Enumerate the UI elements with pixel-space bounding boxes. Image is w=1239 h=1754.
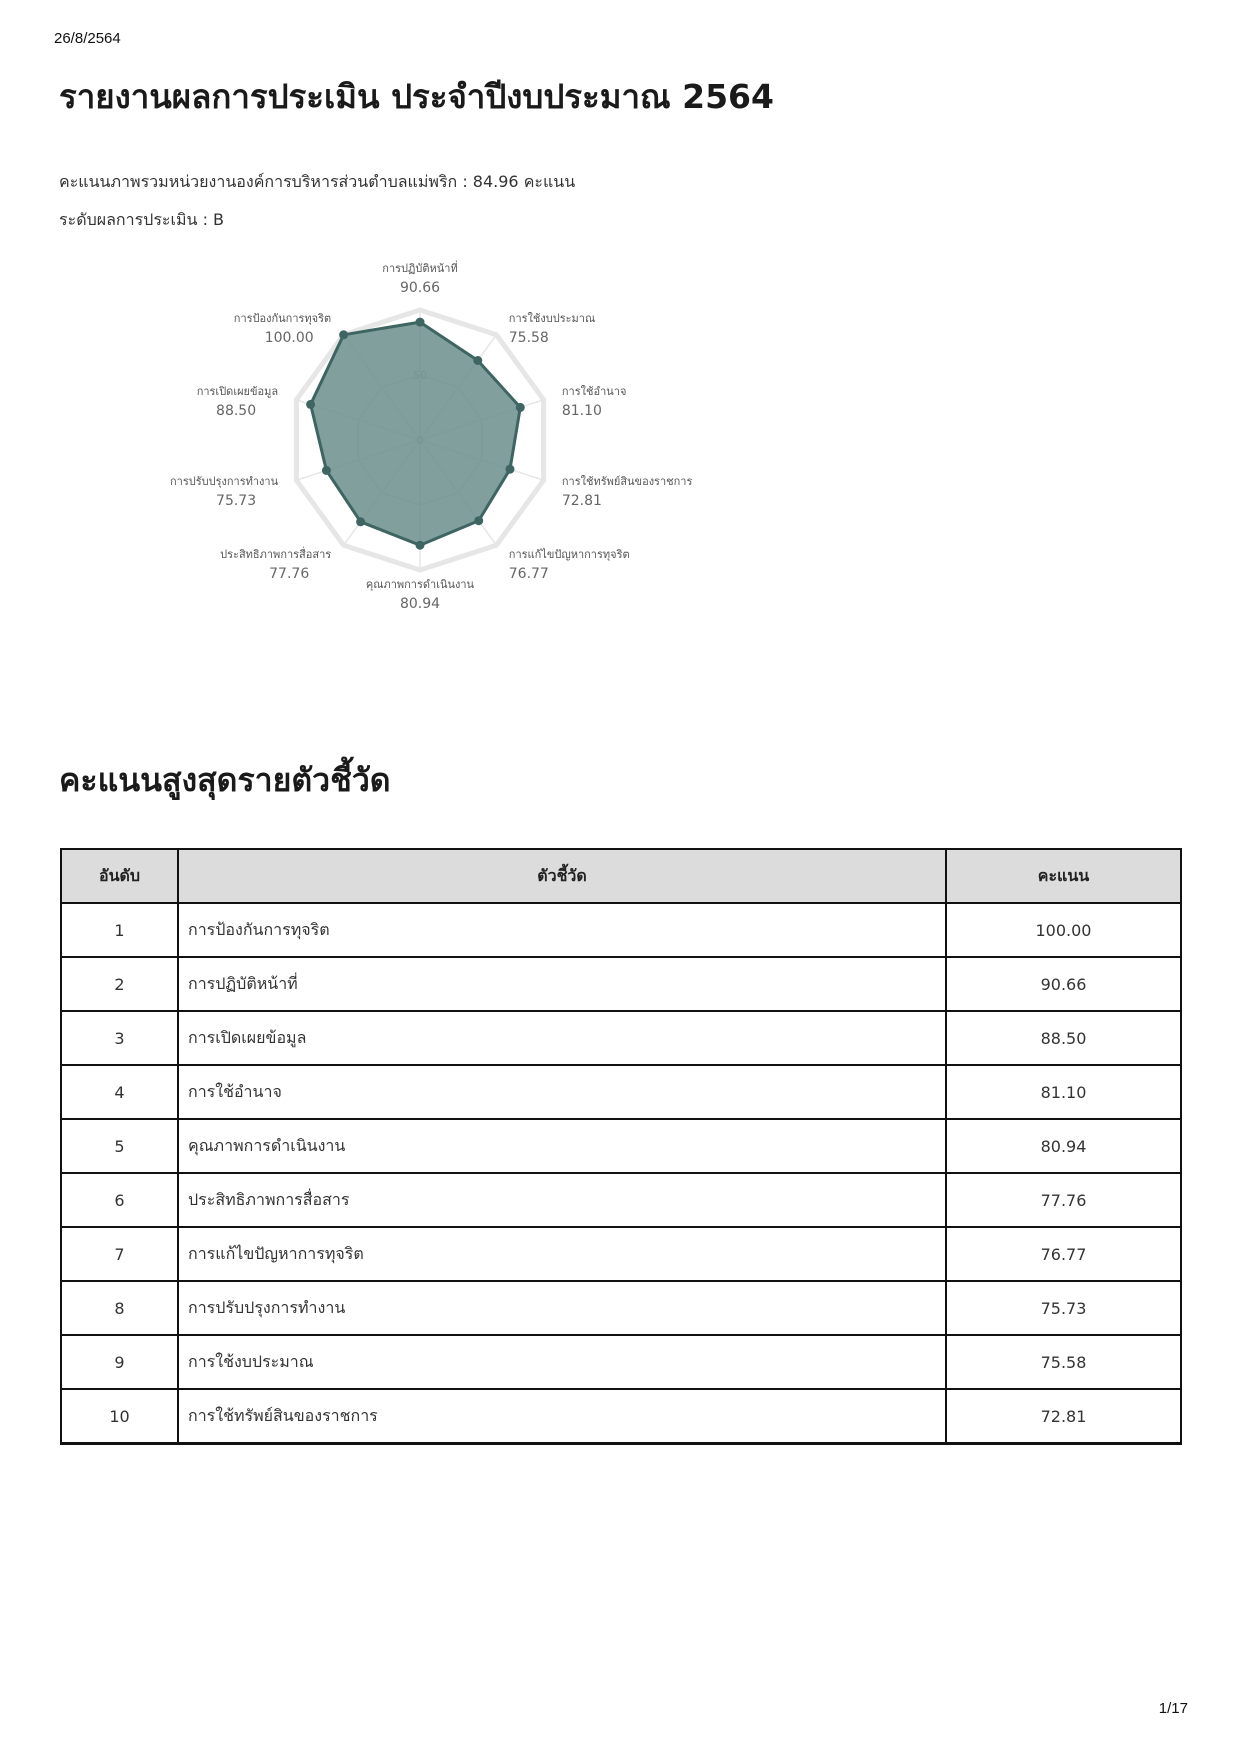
score-cell: 100.00 [946, 903, 1181, 957]
score-cell: 88.50 [946, 1011, 1181, 1065]
ranking-section-title: คะแนนสูงสุดรายตัวชี้วัด [59, 761, 391, 799]
indicator-cell: การใช้งบประมาณ [178, 1335, 946, 1389]
assessment-level-text: ระดับผลการประเมิน : B [59, 210, 225, 229]
radar-axis-label: การแก้ไขปัญหาการทุจริต [508, 548, 630, 562]
radar-data-point [516, 403, 525, 412]
score-cell: 75.58 [946, 1335, 1181, 1389]
score-cell: 75.73 [946, 1281, 1181, 1335]
rank-cell: 9 [61, 1335, 178, 1389]
indicator-cell: การป้องกันการทุจริต [178, 903, 946, 957]
column-header-rank: อันดับ [61, 849, 178, 903]
radar-axis-label: การปรับปรุงการทำงาน [169, 475, 279, 489]
score-cell: 90.66 [946, 957, 1181, 1011]
rank-cell: 1 [61, 903, 178, 957]
indicator-cell: การปรับปรุงการทำงาน [178, 1281, 946, 1335]
table-row [61, 1173, 1181, 1227]
table-row [61, 1011, 1181, 1065]
radar-value-label: 75.73 [216, 493, 257, 510]
radar-value-label: 88.50 [216, 402, 257, 419]
report-title: รายงานผลการประเมิน ประจำปีงบประมาณ 2564 [59, 77, 774, 116]
rank-cell: 7 [61, 1227, 178, 1281]
score-cell: 77.76 [946, 1173, 1181, 1227]
indicator-cell: ประสิทธิภาพการสื่อสาร [178, 1173, 946, 1227]
radar-axis-label: การเปิดเผยข้อมูล [196, 384, 279, 398]
rank-cell: 8 [61, 1281, 178, 1335]
column-header-score: คะแนน [946, 849, 1181, 903]
score-cell: 80.94 [946, 1119, 1181, 1173]
radar-value-label: 75.58 [508, 329, 549, 346]
radar-data-point [506, 465, 515, 474]
score-cell: 72.81 [946, 1389, 1181, 1444]
radar-axis-label: ประสิทธิภาพการสื่อสาร [220, 548, 332, 562]
radar-series-area [311, 322, 521, 545]
indicator-cell: การเปิดเผยข้อมูล [178, 1011, 946, 1065]
rank-cell: 4 [61, 1065, 178, 1119]
ranking-table [60, 848, 1182, 1445]
score-cell: 81.10 [946, 1065, 1181, 1119]
overall-score-text: คะแนนภาพรวมหน่วยงานองค์การบริหารส่วนตำบลแม่พริก : 84.96 คะแนน [59, 172, 576, 191]
radar-data-point [322, 466, 331, 475]
rank-cell: 6 [61, 1173, 178, 1227]
indicator-cell: การใช้อำนาจ [178, 1065, 946, 1119]
table-row [61, 1065, 1181, 1119]
radar-data-point [356, 517, 365, 526]
column-header-indicator: ตัวชี้วัด [178, 849, 946, 903]
radar-axis-label: การใช้อำนาจ [561, 384, 627, 398]
table-row [61, 1119, 1181, 1173]
radar-data-point [306, 400, 315, 409]
radar-axis-label: การปฏิบัติหน้าที่ [382, 262, 458, 275]
ranking-table-header [61, 849, 1181, 903]
radar-value-label: 77.76 [269, 566, 310, 583]
radar-value-label: 81.10 [561, 402, 602, 419]
radar-chart [169, 262, 710, 622]
rank-cell: 2 [61, 957, 178, 1011]
page-number: 1/17 [1158, 1700, 1188, 1717]
table-row [61, 1389, 1181, 1444]
table-row [61, 957, 1181, 1011]
rank-cell: 10 [61, 1389, 178, 1444]
table-row [61, 1227, 1181, 1281]
radar-axis-label: การใช้งบประมาณ [508, 311, 596, 325]
indicator-cell: การปฏิบัติหน้าที่ [178, 957, 946, 1011]
radar-value-label: 72.81 [561, 493, 602, 510]
radar-axis-label: คุณภาพการดำเนินงาน [365, 578, 475, 591]
table-row [61, 1335, 1181, 1389]
radar-data-point [416, 318, 425, 327]
radar-data-point [474, 516, 483, 525]
radar-data-point [473, 356, 482, 365]
radar-value-label: 76.77 [508, 566, 549, 583]
radar-data-point [339, 330, 348, 339]
radar-value-label: 80.94 [399, 596, 441, 612]
print-date: 26/8/2564 [54, 30, 121, 47]
indicator-cell: การใช้ทรัพย์สินของราชการ [178, 1389, 946, 1444]
radar-data-point [416, 541, 425, 550]
radar-series [306, 318, 525, 550]
radar-axis-label: การป้องกันการทุจริต [233, 311, 332, 325]
score-cell: 76.77 [946, 1227, 1181, 1281]
rank-cell: 5 [61, 1119, 178, 1173]
indicator-cell: การแก้ไขปัญหาการทุจริต [178, 1227, 946, 1281]
indicator-cell: คุณภาพการดำเนินงาน [178, 1119, 946, 1173]
rank-cell: 3 [61, 1011, 178, 1065]
radar-value-label: 100.00 [264, 329, 314, 346]
radar-value-label: 90.66 [399, 280, 441, 296]
radar-axis-label: การใช้ทรัพย์สินของราชการ [561, 475, 693, 489]
table-row [61, 1281, 1181, 1335]
table-row [61, 903, 1181, 957]
